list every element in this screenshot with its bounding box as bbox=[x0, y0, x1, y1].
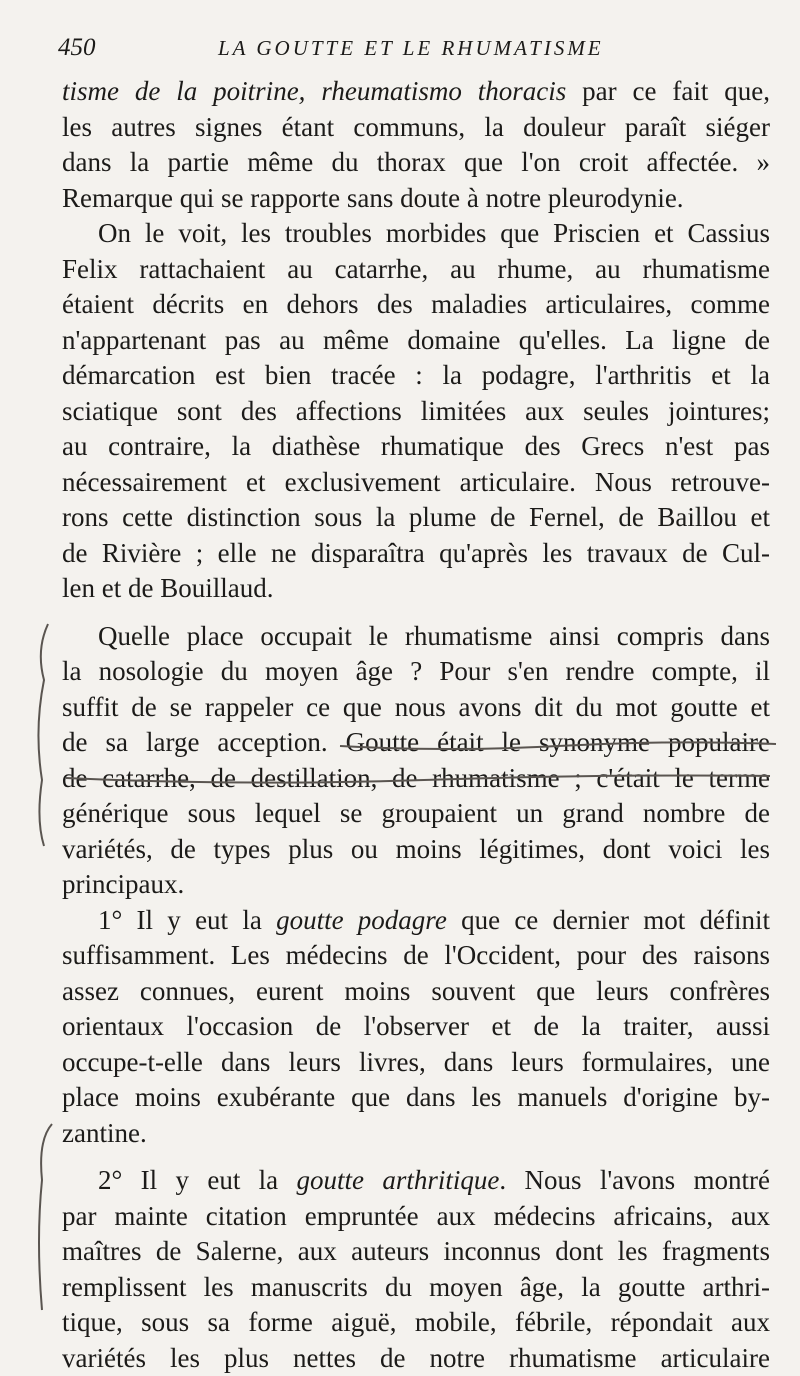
text-line: remplissent les manuscrits du moyen âge, la goutte arthri- bbox=[62, 1270, 770, 1306]
text-line: variétés, de types plus ou moins légitimes, dont voici les bbox=[62, 832, 770, 868]
text-line: assez connues, eurent moins souvent que leurs confrères bbox=[62, 974, 770, 1010]
text-line: nécessairement et exclusivement articulaire. Nous retrouve- bbox=[62, 465, 770, 501]
page-header bbox=[58, 34, 760, 66]
text-line: démarcation est bien tracée : la podagre, l'arthritis et la bbox=[62, 358, 770, 394]
margin-pencil-mark bbox=[22, 620, 62, 850]
text-line: orientaux l'occasion de l'observer et de la traiter, aussi bbox=[62, 1009, 770, 1045]
text-line: étaient décrits en dehors des maladies articulaires, comme bbox=[62, 287, 770, 323]
text-line: tisme de la poitrine, rheumatismo thoracis par ce fait que, bbox=[62, 74, 770, 110]
text-line: occupe-t-elle dans leurs livres, dans leurs formulaires, une bbox=[62, 1045, 770, 1081]
text-line: variétés les plus nettes de notre rhumatisme articulaire bbox=[62, 1341, 770, 1376]
text-line: place moins exubérante que dans les manuels d'origine by- bbox=[62, 1080, 770, 1116]
margin-pencil-mark bbox=[22, 1120, 62, 1320]
body-text bbox=[62, 74, 770, 1376]
pencil-underline bbox=[338, 740, 778, 752]
page-number: 450 bbox=[58, 34, 96, 62]
text-line: de sa large acception. Goutte était le synonyme populaire bbox=[62, 725, 770, 761]
text-line: zantine. bbox=[62, 1116, 770, 1152]
text-line: sciatique sont des affections limitées aux seules jointures; bbox=[62, 394, 770, 430]
text-line: les autres signes étant communs, la douleur paraît siéger bbox=[62, 110, 770, 146]
text-line: n'appartenant pas au même domaine qu'elles. La ligne de bbox=[62, 323, 770, 359]
running-title: LA GOUTTE ET LE RHUMATISME bbox=[218, 36, 604, 61]
text-line: len et de Bouillaud. bbox=[62, 571, 770, 607]
text-line: On le voit, les troubles morbides que Priscien et Cassius bbox=[62, 216, 770, 252]
text-line: 1° Il y eut la goutte podagre que ce dernier mot définit bbox=[62, 903, 770, 939]
text-line: la nosologie du moyen âge ? Pour s'en rendre compte, il bbox=[62, 654, 770, 690]
text-line: générique sous lequel se groupaient un grand nombre de bbox=[62, 796, 770, 832]
text-line: de catarrhe, de destillation, de rhumatisme ; c'était le terme bbox=[62, 761, 770, 797]
text-line: tique, sous sa forme aiguë, mobile, fébrile, répondait aux bbox=[62, 1305, 770, 1341]
text-line: Felix rattachaient au catarrhe, au rhume, au rhumatisme bbox=[62, 252, 770, 288]
text-line: suffit de se rappeler ce que nous avons dit du mot goutte et bbox=[62, 690, 770, 726]
text-line: Quelle place occupait le rhumatisme ainsi compris dans bbox=[62, 619, 770, 655]
text-line: dans la partie même du thorax que l'on croit affectée. » bbox=[62, 145, 770, 181]
text-line: maîtres de Salerne, aux auteurs inconnus dont les fragments bbox=[62, 1234, 770, 1270]
text-line: de Rivière ; elle ne disparaîtra qu'après les travaux de Cul- bbox=[62, 536, 770, 572]
text-line: rons cette distinction sous la plume de Fernel, de Baillou et bbox=[62, 500, 770, 536]
pencil-underline bbox=[64, 774, 774, 788]
text-line: au contraire, la diathèse rhumatique des Grecs n'est pas bbox=[62, 429, 770, 465]
text-line: Remarque qui se rapporte sans doute à notre pleurodynie. bbox=[62, 181, 770, 217]
text-line: principaux. bbox=[62, 867, 770, 903]
text-line: par mainte citation empruntée aux médecins africains, aux bbox=[62, 1199, 770, 1235]
text-line: suffisamment. Les médecins de l'Occident, pour des raisons bbox=[62, 938, 770, 974]
text-line: 2° Il y eut la goutte arthritique. Nous l'avons montré bbox=[62, 1163, 770, 1199]
